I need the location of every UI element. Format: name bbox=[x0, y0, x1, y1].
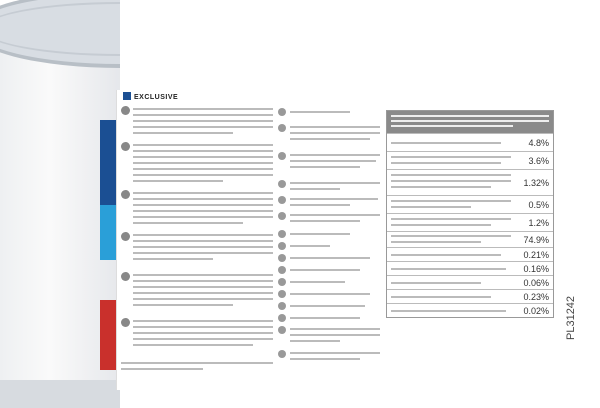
can-lid bbox=[0, 0, 120, 68]
language-number-icon bbox=[121, 190, 130, 199]
language-block bbox=[121, 142, 273, 184]
language-block bbox=[121, 232, 273, 266]
language-number-icon bbox=[121, 318, 130, 327]
language-block bbox=[121, 272, 273, 312]
table-row bbox=[387, 289, 553, 304]
table-row bbox=[387, 231, 553, 248]
index-row bbox=[278, 350, 386, 370]
row-value: 1.2% bbox=[528, 218, 549, 228]
table-header bbox=[387, 111, 553, 133]
row-value: 0.21% bbox=[523, 250, 549, 260]
index-row bbox=[278, 212, 386, 226]
table-row bbox=[387, 151, 553, 170]
index-row bbox=[278, 230, 386, 238]
index-row bbox=[278, 196, 386, 208]
index-row bbox=[278, 326, 386, 346]
table-row bbox=[387, 275, 553, 290]
ingredients-label-panel bbox=[116, 90, 277, 390]
row-value: 1.32% bbox=[523, 178, 549, 188]
index-row bbox=[278, 124, 386, 148]
row-value: 0.23% bbox=[523, 292, 549, 302]
exclusive-badge bbox=[123, 92, 178, 101]
language-index-column bbox=[274, 100, 386, 400]
row-value: 74.9% bbox=[523, 235, 549, 245]
table-row bbox=[387, 303, 553, 318]
index-row bbox=[278, 314, 386, 322]
can-image bbox=[0, 0, 120, 408]
index-row bbox=[278, 278, 386, 286]
language-number-icon bbox=[121, 272, 130, 281]
language-number-icon bbox=[121, 106, 130, 115]
table-row bbox=[387, 261, 553, 276]
language-block bbox=[121, 318, 273, 354]
index-row bbox=[278, 152, 386, 176]
row-value: 0.5% bbox=[528, 200, 549, 210]
language-block bbox=[121, 190, 273, 226]
index-row bbox=[278, 254, 386, 262]
product-code: PL31242 bbox=[565, 295, 577, 340]
language-number-icon bbox=[121, 232, 130, 241]
index-row bbox=[278, 180, 386, 192]
row-value: 0.02% bbox=[523, 306, 549, 316]
language-block bbox=[121, 106, 273, 136]
index-row bbox=[278, 290, 386, 298]
table-row bbox=[387, 247, 553, 262]
row-value: 4.8% bbox=[528, 138, 549, 148]
table-row bbox=[387, 195, 553, 214]
language-number-icon bbox=[121, 142, 130, 151]
row-value: 3.6% bbox=[528, 156, 549, 166]
composition-table bbox=[386, 110, 554, 318]
index-row bbox=[278, 266, 386, 274]
index-row bbox=[278, 108, 386, 116]
exclusive-text: EXCLUSIVE bbox=[134, 94, 179, 101]
row-value: 0.16% bbox=[523, 264, 549, 274]
index-row bbox=[278, 302, 386, 310]
table-row bbox=[387, 213, 553, 232]
can-bottom-rim bbox=[0, 380, 120, 408]
table-row bbox=[387, 169, 553, 196]
language-block bbox=[121, 360, 273, 386]
row-value: 0.06% bbox=[523, 278, 549, 288]
table-row bbox=[387, 133, 553, 152]
index-row bbox=[278, 242, 386, 250]
brand-logo-icon bbox=[123, 92, 131, 100]
